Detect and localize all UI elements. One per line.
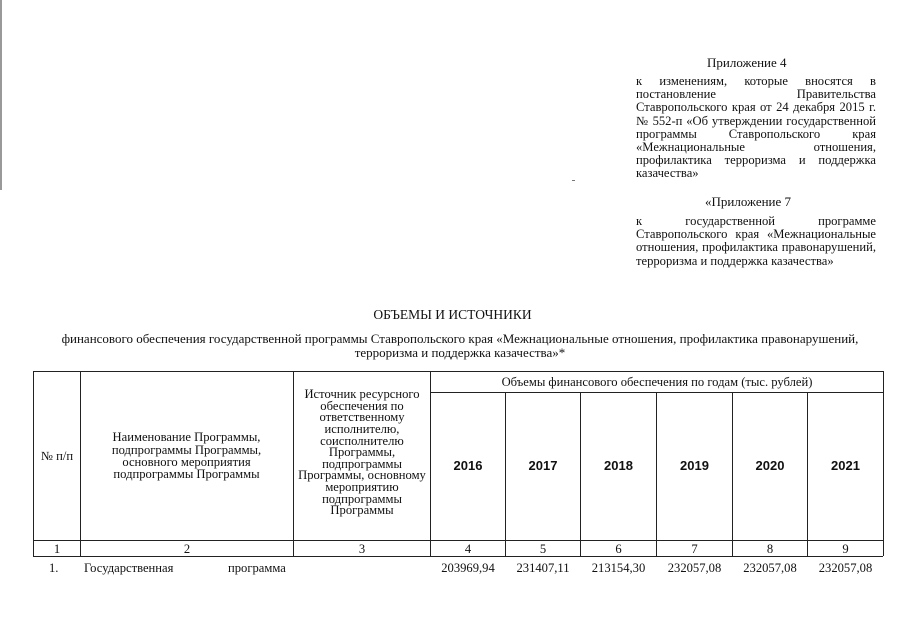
scan-edge-mark xyxy=(0,0,2,190)
document-title: ОБЪЕМЫ И ИСТОЧНИКИ xyxy=(373,307,532,322)
column-number-8: 8 xyxy=(766,541,774,556)
header-num: № п/п xyxy=(40,448,74,463)
row-value-2020: 232057,08 xyxy=(743,561,797,575)
col-line-2 xyxy=(293,371,294,556)
header-year-2020: 2020 xyxy=(755,458,785,474)
column-number-4: 4 xyxy=(464,541,472,556)
column-number-2: 2 xyxy=(183,541,191,556)
appendix-4-text: к изменениям, которые вносятся в постановление Правительства Ставропольского края от 24 декабря 2015 г. № 552-п «Об утверждении государственной программы Ставропольского края «Межнациональные отношения, профилактика терроризма и поддержка казачества» xyxy=(636,74,876,181)
header-volumes: Объемы финансового обеспечения по годам (тыс. рублей) xyxy=(501,374,813,389)
appendix-4-title: Приложение 4 xyxy=(707,55,787,70)
appendix-7-title: «Приложение 7 xyxy=(705,194,792,209)
row-value-2018: 213154,30 xyxy=(591,561,646,575)
scan-speck xyxy=(572,180,575,181)
column-number-1: 1 xyxy=(53,541,61,556)
row-name-word-2: программа xyxy=(228,561,286,575)
header-source: Источник ресурсного обеспечения по ответственному исполнителю, соисполнителю Программы, подпрограммы Программы, основному мероприятию подпрограммы Программы xyxy=(298,387,426,518)
column-number-9: 9 xyxy=(842,541,849,556)
document-subtitle: финансового обеспечения государственной программы Ставропольского края «Межнациональные отношения, профилактика правонарушений, терроризма и поддержка казачества»* xyxy=(61,331,859,360)
header-year-2019: 2019 xyxy=(680,458,709,474)
row-value-2021: 232057,08 xyxy=(818,561,873,575)
row-name-word-1: Государственная xyxy=(84,561,174,575)
row-value-2019: 232057,08 xyxy=(667,561,722,575)
row-value-2017: 231407,11 xyxy=(516,561,570,575)
col-line-9 xyxy=(883,371,884,556)
header-year-2021: 2021 xyxy=(831,458,860,474)
column-number-3: 3 xyxy=(358,541,366,556)
column-numbers-bottom-border xyxy=(33,556,883,557)
header-year-2018: 2018 xyxy=(604,458,633,474)
header-year-2017: 2017 xyxy=(528,458,558,474)
col-line-1 xyxy=(80,371,81,556)
column-number-5: 5 xyxy=(539,541,547,556)
column-number-6: 6 xyxy=(615,541,622,556)
appendix-7-text: к государственной программе Ставропольского края «Межнациональные отношения, профилактика правонарушений, терроризма и поддержка казачества» xyxy=(636,214,876,268)
row-num: 1. xyxy=(49,561,59,575)
row-value-2016: 203969,94 xyxy=(441,561,495,575)
header-name: Наименование Программы, подпрограммы Программы, основного мероприятия подпрограммы Программы xyxy=(111,430,262,482)
header-year-2016: 2016 xyxy=(453,458,483,474)
column-number-7: 7 xyxy=(691,541,698,556)
